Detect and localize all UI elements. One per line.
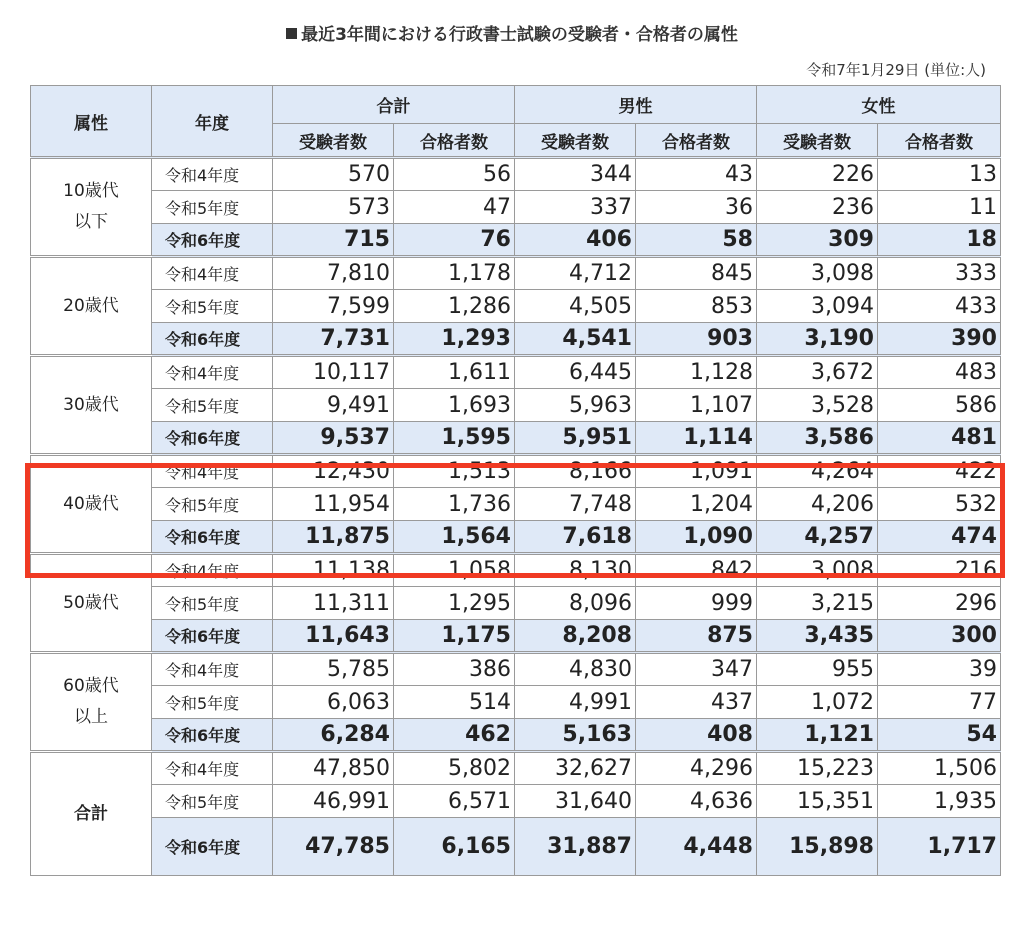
value-cell: 875 <box>636 620 757 653</box>
year-cell: 令和5年度 <box>152 290 273 323</box>
header-year: 年度 <box>152 86 273 158</box>
value-cell: 8,130 <box>515 554 636 587</box>
value-cell: 7,748 <box>515 488 636 521</box>
year-cell: 令和4年度 <box>152 158 273 191</box>
date-unit-note: 令和7年1月29日 (単位:人) <box>806 61 986 79</box>
table-row <box>31 224 1001 257</box>
value-cell: 344 <box>515 158 636 191</box>
value-cell: 1,114 <box>636 422 757 455</box>
value-cell: 11 <box>878 191 1001 224</box>
value-cell: 4,991 <box>515 686 636 719</box>
value-cell: 8,166 <box>515 455 636 488</box>
group-total <box>31 752 1001 876</box>
value-cell: 1,717 <box>878 818 1001 876</box>
table-row <box>31 785 1001 818</box>
value-cell: 3,586 <box>757 422 878 455</box>
value-cell: 5,163 <box>515 719 636 752</box>
group-label <box>31 653 152 752</box>
group-age-0 <box>31 158 1001 257</box>
value-cell: 7,810 <box>273 257 394 290</box>
header-sub-passers: 合格者数 <box>636 124 757 158</box>
value-cell: 236 <box>757 191 878 224</box>
value-cell: 4,505 <box>515 290 636 323</box>
year-cell: 令和6年度 <box>152 224 273 257</box>
year-cell: 令和4年度 <box>152 356 273 389</box>
table-row <box>31 620 1001 653</box>
header-sub-passers: 合格者数 <box>878 124 1001 158</box>
table-row <box>31 752 1001 785</box>
value-cell: 7,618 <box>515 521 636 554</box>
year-cell: 令和5年度 <box>152 686 273 719</box>
value-cell: 3,215 <box>757 587 878 620</box>
year-cell: 令和5年度 <box>152 488 273 521</box>
table-row <box>31 356 1001 389</box>
value-cell: 999 <box>636 587 757 620</box>
value-cell: 7,731 <box>273 323 394 356</box>
value-cell: 903 <box>636 323 757 356</box>
value-cell: 333 <box>878 257 1001 290</box>
value-cell: 296 <box>878 587 1001 620</box>
value-cell: 5,963 <box>515 389 636 422</box>
value-cell: 1,175 <box>394 620 515 653</box>
value-cell: 4,636 <box>636 785 757 818</box>
value-cell: 47,850 <box>273 752 394 785</box>
value-cell: 31,640 <box>515 785 636 818</box>
value-cell: 10,117 <box>273 356 394 389</box>
value-cell: 337 <box>515 191 636 224</box>
value-cell: 4,830 <box>515 653 636 686</box>
value-cell: 8,096 <box>515 587 636 620</box>
value-cell: 1,564 <box>394 521 515 554</box>
value-cell: 573 <box>273 191 394 224</box>
value-cell: 7,599 <box>273 290 394 323</box>
value-cell: 15,223 <box>757 752 878 785</box>
value-cell: 18 <box>878 224 1001 257</box>
value-cell: 9,537 <box>273 422 394 455</box>
value-cell: 56 <box>394 158 515 191</box>
header-attr: 属性 <box>31 86 152 158</box>
group-label <box>31 455 152 554</box>
group-age-2 <box>31 356 1001 455</box>
value-cell: 11,311 <box>273 587 394 620</box>
value-cell: 3,094 <box>757 290 878 323</box>
value-cell: 4,264 <box>757 455 878 488</box>
value-cell: 845 <box>636 257 757 290</box>
value-cell: 39 <box>878 653 1001 686</box>
value-cell: 853 <box>636 290 757 323</box>
value-cell: 3,435 <box>757 620 878 653</box>
value-cell: 32,627 <box>515 752 636 785</box>
value-cell: 3,528 <box>757 389 878 422</box>
year-cell: 令和4年度 <box>152 752 273 785</box>
group-label-line: 40歳代 <box>63 493 119 514</box>
value-cell: 6,165 <box>394 818 515 876</box>
table-row <box>31 554 1001 587</box>
value-cell: 216 <box>878 554 1001 587</box>
value-cell: 955 <box>757 653 878 686</box>
group-label-line: 10歳代 <box>63 181 119 202</box>
table-row <box>31 719 1001 752</box>
value-cell: 15,898 <box>757 818 878 876</box>
value-cell: 1,611 <box>394 356 515 389</box>
value-cell: 11,138 <box>273 554 394 587</box>
header-group-male: 男性 <box>515 86 757 124</box>
value-cell: 11,643 <box>273 620 394 653</box>
year-cell: 令和6年度 <box>152 323 273 356</box>
table-row <box>31 389 1001 422</box>
header-group-female: 女性 <box>757 86 1001 124</box>
header-sub-examinees: 受験者数 <box>515 124 636 158</box>
table-row <box>31 587 1001 620</box>
value-cell: 4,296 <box>636 752 757 785</box>
group-label <box>31 257 152 356</box>
table-row <box>31 422 1001 455</box>
value-cell: 437 <box>636 686 757 719</box>
value-cell: 9,491 <box>273 389 394 422</box>
group-age-1 <box>31 257 1001 356</box>
value-cell: 6,445 <box>515 356 636 389</box>
value-cell: 13 <box>878 158 1001 191</box>
value-cell: 226 <box>757 158 878 191</box>
exam-attribute-table <box>30 85 1001 876</box>
table-row <box>31 290 1001 323</box>
year-cell: 令和6年度 <box>152 620 273 653</box>
value-cell: 1,091 <box>636 455 757 488</box>
value-cell: 386 <box>394 653 515 686</box>
value-cell: 5,802 <box>394 752 515 785</box>
group-label <box>31 356 152 455</box>
value-cell: 4,712 <box>515 257 636 290</box>
year-cell: 令和5年度 <box>152 191 273 224</box>
value-cell: 1,286 <box>394 290 515 323</box>
value-cell: 390 <box>878 323 1001 356</box>
group-age-3 <box>31 455 1001 554</box>
value-cell: 1,058 <box>394 554 515 587</box>
value-cell: 481 <box>878 422 1001 455</box>
group-label-line: 合計 <box>74 803 108 824</box>
value-cell: 54 <box>878 719 1001 752</box>
table-row <box>31 158 1001 191</box>
year-cell: 令和6年度 <box>152 422 273 455</box>
header-sub-examinees: 受験者数 <box>757 124 878 158</box>
value-cell: 3,008 <box>757 554 878 587</box>
year-cell: 令和4年度 <box>152 554 273 587</box>
year-cell: 令和4年度 <box>152 653 273 686</box>
value-cell: 15,351 <box>757 785 878 818</box>
value-cell: 1,128 <box>636 356 757 389</box>
value-cell: 46,991 <box>273 785 394 818</box>
year-cell: 令和5年度 <box>152 587 273 620</box>
group-label-line: 60歳代 <box>63 676 119 697</box>
table-row <box>31 653 1001 686</box>
group-label <box>31 158 152 257</box>
table-row <box>31 818 1001 876</box>
value-cell: 5,951 <box>515 422 636 455</box>
value-cell: 47 <box>394 191 515 224</box>
value-cell: 433 <box>878 290 1001 323</box>
year-cell: 令和5年度 <box>152 785 273 818</box>
value-cell: 12,430 <box>273 455 394 488</box>
value-cell: 1,072 <box>757 686 878 719</box>
group-label-line: 以下 <box>74 212 108 232</box>
group-label <box>31 554 152 653</box>
table-row <box>31 521 1001 554</box>
value-cell: 4,448 <box>636 818 757 876</box>
table-row <box>31 686 1001 719</box>
value-cell: 1,506 <box>878 752 1001 785</box>
header-sub-examinees: 受験者数 <box>273 124 394 158</box>
group-label-line: 30歳代 <box>63 394 119 415</box>
value-cell: 1,595 <box>394 422 515 455</box>
value-cell: 1,293 <box>394 323 515 356</box>
group-label-line: 以上 <box>74 707 108 727</box>
value-cell: 8,208 <box>515 620 636 653</box>
table-title <box>0 20 1024 45</box>
value-cell: 842 <box>636 554 757 587</box>
value-cell: 309 <box>757 224 878 257</box>
year-cell: 令和5年度 <box>152 389 273 422</box>
header-sub-passers: 合格者数 <box>394 124 515 158</box>
group-age-4 <box>31 554 1001 653</box>
value-cell: 483 <box>878 356 1001 389</box>
year-cell: 令和4年度 <box>152 455 273 488</box>
value-cell: 570 <box>273 158 394 191</box>
value-cell: 4,257 <box>757 521 878 554</box>
value-cell: 58 <box>636 224 757 257</box>
value-cell: 1,178 <box>394 257 515 290</box>
group-age-5 <box>31 653 1001 752</box>
value-cell: 1,935 <box>878 785 1001 818</box>
value-cell: 347 <box>636 653 757 686</box>
value-cell: 4,541 <box>515 323 636 356</box>
value-cell: 36 <box>636 191 757 224</box>
value-cell: 408 <box>636 719 757 752</box>
value-cell: 1,513 <box>394 455 515 488</box>
value-cell: 462 <box>394 719 515 752</box>
year-cell: 令和4年度 <box>152 257 273 290</box>
value-cell: 1,693 <box>394 389 515 422</box>
value-cell: 4,206 <box>757 488 878 521</box>
value-cell: 6,063 <box>273 686 394 719</box>
value-cell: 5,785 <box>273 653 394 686</box>
value-cell: 1,107 <box>636 389 757 422</box>
value-cell: 31,887 <box>515 818 636 876</box>
value-cell: 514 <box>394 686 515 719</box>
value-cell: 715 <box>273 224 394 257</box>
year-cell: 令和6年度 <box>152 719 273 752</box>
group-label-line: 20歳代 <box>63 295 119 316</box>
value-cell: 532 <box>878 488 1001 521</box>
table-row <box>31 257 1001 290</box>
square-bullet-icon <box>286 28 297 39</box>
value-cell: 47,785 <box>273 818 394 876</box>
year-cell: 令和6年度 <box>152 521 273 554</box>
value-cell: 11,954 <box>273 488 394 521</box>
value-cell: 1,736 <box>394 488 515 521</box>
value-cell: 300 <box>878 620 1001 653</box>
value-cell: 3,098 <box>757 257 878 290</box>
value-cell: 586 <box>878 389 1001 422</box>
table-header <box>31 86 1001 158</box>
year-cell: 令和6年度 <box>152 818 273 876</box>
value-cell: 1,121 <box>757 719 878 752</box>
value-cell: 11,875 <box>273 521 394 554</box>
table-title-text: 最近3年間における行政書士試験の受験者・合格者の属性 <box>301 25 738 45</box>
group-label-line: 50歳代 <box>63 592 119 613</box>
value-cell: 1,204 <box>636 488 757 521</box>
table-row <box>31 488 1001 521</box>
table-row <box>31 191 1001 224</box>
value-cell: 6,284 <box>273 719 394 752</box>
value-cell: 6,571 <box>394 785 515 818</box>
value-cell: 76 <box>394 224 515 257</box>
value-cell: 1,295 <box>394 587 515 620</box>
value-cell: 3,190 <box>757 323 878 356</box>
value-cell: 77 <box>878 686 1001 719</box>
value-cell: 406 <box>515 224 636 257</box>
value-cell: 474 <box>878 521 1001 554</box>
value-cell: 1,090 <box>636 521 757 554</box>
group-label <box>31 752 152 876</box>
value-cell: 3,672 <box>757 356 878 389</box>
table-row <box>31 455 1001 488</box>
value-cell: 422 <box>878 455 1001 488</box>
header-group-total: 合計 <box>273 86 515 124</box>
value-cell: 43 <box>636 158 757 191</box>
table-row <box>31 323 1001 356</box>
